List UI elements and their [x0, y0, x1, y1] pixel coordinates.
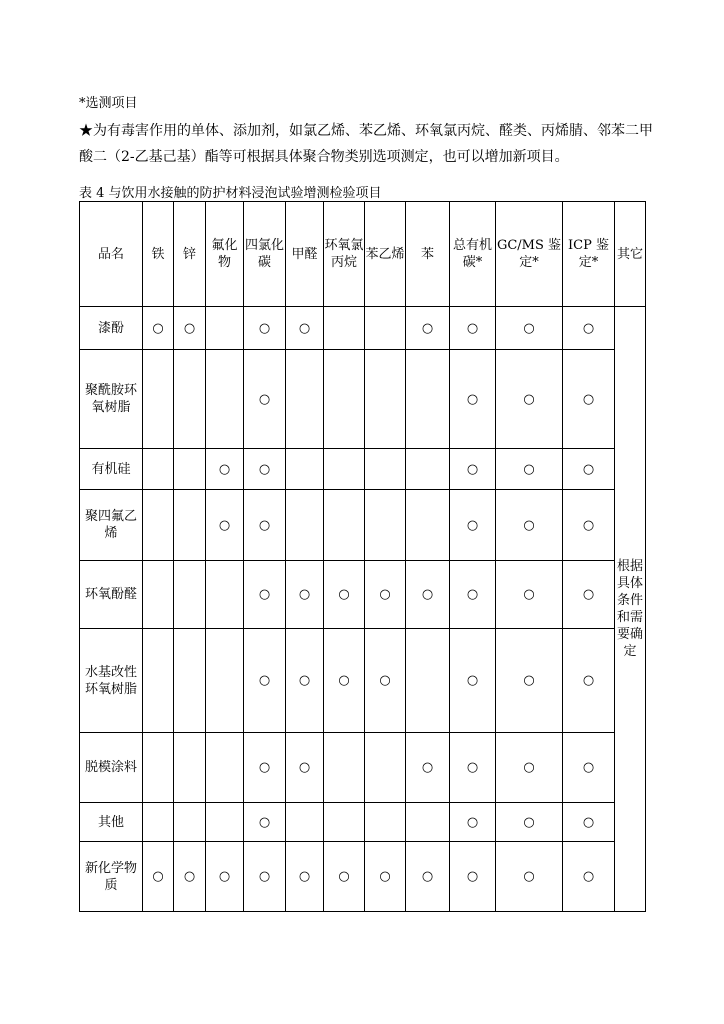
test-mark: ○ [244, 350, 286, 449]
table-caption: 表 4 与饮用水接触的防护材料浸泡试验增测检验项目 [79, 186, 382, 201]
test-mark: ○ [244, 842, 286, 912]
table-row [80, 733, 646, 803]
material-name: 其他 [80, 803, 143, 842]
column-header: 总有机碳* [450, 202, 496, 307]
test-mark: ○ [450, 449, 496, 490]
test-mark [174, 803, 206, 842]
column-header: 铁 [143, 202, 174, 307]
test-mark: ○ [563, 307, 615, 350]
test-mark [174, 350, 206, 449]
test-mark [406, 350, 450, 449]
test-mark: ○ [406, 842, 450, 912]
test-mark: ○ [365, 842, 406, 912]
test-mark: ○ [563, 629, 615, 733]
test-mark: ○ [406, 561, 450, 629]
test-mark [365, 307, 406, 350]
column-header: 四氯化碳 [244, 202, 286, 307]
test-mark [365, 733, 406, 803]
test-mark: ○ [450, 803, 496, 842]
test-mark [365, 350, 406, 449]
material-name: 脱模涂料 [80, 733, 143, 803]
test-mark [143, 350, 174, 449]
test-mark: ○ [563, 449, 615, 490]
test-mark: ○ [496, 733, 563, 803]
test-mark [206, 307, 244, 350]
test-mark: ○ [563, 490, 615, 561]
material-name: 有机硅 [80, 449, 143, 490]
material-name: 漆酚 [80, 307, 143, 350]
test-mark: ○ [563, 350, 615, 449]
test-mark: ○ [496, 803, 563, 842]
material-name: 新化学物质 [80, 842, 143, 912]
column-header: 其它 [615, 202, 646, 307]
test-mark: ○ [450, 629, 496, 733]
test-mark [324, 490, 365, 561]
test-mark [286, 350, 324, 449]
test-mark [174, 561, 206, 629]
test-mark: ○ [450, 842, 496, 912]
test-mark [286, 449, 324, 490]
test-mark [206, 803, 244, 842]
test-mark [324, 733, 365, 803]
test-mark [174, 629, 206, 733]
material-name: 聚四氟乙烯 [80, 490, 143, 561]
test-mark [365, 449, 406, 490]
column-header: 品名 [80, 202, 143, 307]
test-mark [143, 629, 174, 733]
test-mark: ○ [206, 490, 244, 561]
test-mark: ○ [244, 490, 286, 561]
test-mark [324, 803, 365, 842]
column-header: 环氧氯丙烷 [324, 202, 365, 307]
column-header: 苯 [406, 202, 450, 307]
test-mark: ○ [244, 733, 286, 803]
test-mark: ○ [324, 629, 365, 733]
test-mark [143, 561, 174, 629]
test-mark [143, 733, 174, 803]
column-header: 甲醛 [286, 202, 324, 307]
test-mark: ○ [206, 842, 244, 912]
test-mark: ○ [496, 490, 563, 561]
test-mark: ○ [496, 561, 563, 629]
test-mark: ○ [244, 449, 286, 490]
test-mark: ○ [174, 307, 206, 350]
column-header: 锌 [174, 202, 206, 307]
test-mark [324, 350, 365, 449]
test-mark [365, 490, 406, 561]
test-mark: ○ [244, 629, 286, 733]
test-mark: ○ [324, 842, 365, 912]
test-mark [406, 449, 450, 490]
test-mark: ○ [563, 561, 615, 629]
test-mark [406, 490, 450, 561]
hazard-note: ★为有毒害作用的单体、添加剂，如氯乙烯、苯乙烯、环氧氯丙烷、醛类、丙烯腈、邻苯二甲酸二（2-乙基己基）酯等可根据具体聚合物类别选项测定，也可以增加新项目。 [79, 123, 653, 165]
table-row [80, 490, 646, 561]
test-mark [206, 350, 244, 449]
table-row [80, 307, 646, 350]
test-mark: ○ [496, 307, 563, 350]
test-mark: ○ [450, 490, 496, 561]
test-mark: ○ [286, 307, 324, 350]
test-mark: ○ [496, 449, 563, 490]
optional-note: *选测项目 [79, 96, 138, 111]
test-mark: ○ [563, 803, 615, 842]
test-mark: ○ [496, 629, 563, 733]
test-mark [206, 629, 244, 733]
test-mark: ○ [450, 350, 496, 449]
test-mark: ○ [244, 803, 286, 842]
other-note: 根据具体条件和需要确定 [615, 307, 646, 912]
test-mark: ○ [563, 733, 615, 803]
test-mark: ○ [244, 561, 286, 629]
test-mark: ○ [324, 561, 365, 629]
test-mark: ○ [450, 307, 496, 350]
test-mark: ○ [496, 350, 563, 449]
table-row [80, 449, 646, 490]
test-mark: ○ [496, 842, 563, 912]
test-mark: ○ [244, 307, 286, 350]
table-row [80, 803, 646, 842]
test-mark: ○ [450, 733, 496, 803]
material-name: 环氧酚醛 [80, 561, 143, 629]
test-mark: ○ [286, 561, 324, 629]
test-mark: ○ [406, 733, 450, 803]
test-mark [206, 733, 244, 803]
test-mark: ○ [174, 842, 206, 912]
column-header: 氟化物 [206, 202, 244, 307]
material-name: 聚酰胺环氧树脂 [80, 350, 143, 449]
test-mark: ○ [143, 842, 174, 912]
test-mark [143, 803, 174, 842]
column-header: GC/MS 鉴定* [496, 202, 563, 307]
test-mark [206, 561, 244, 629]
test-mark [324, 307, 365, 350]
test-items-table [79, 201, 646, 912]
test-mark: ○ [406, 307, 450, 350]
test-mark [143, 490, 174, 561]
table-row [80, 561, 646, 629]
test-mark: ○ [286, 733, 324, 803]
table-row [80, 842, 646, 912]
table-row [80, 350, 646, 449]
test-mark: ○ [365, 561, 406, 629]
test-mark [406, 629, 450, 733]
test-mark: ○ [206, 449, 244, 490]
test-mark [286, 490, 324, 561]
test-mark [174, 733, 206, 803]
test-mark: ○ [286, 842, 324, 912]
test-mark: ○ [450, 561, 496, 629]
test-mark: ○ [286, 629, 324, 733]
test-mark [174, 490, 206, 561]
material-name: 水基改性环氧树脂 [80, 629, 143, 733]
column-header: ICP 鉴定* [563, 202, 615, 307]
table-row [80, 629, 646, 733]
test-mark [406, 803, 450, 842]
test-mark: ○ [365, 629, 406, 733]
test-mark [286, 803, 324, 842]
column-header: 苯乙烯 [365, 202, 406, 307]
header-row [80, 202, 646, 307]
test-mark: ○ [143, 307, 174, 350]
test-mark [365, 803, 406, 842]
test-mark [324, 449, 365, 490]
test-mark [174, 449, 206, 490]
test-mark [143, 449, 174, 490]
test-mark: ○ [563, 842, 615, 912]
